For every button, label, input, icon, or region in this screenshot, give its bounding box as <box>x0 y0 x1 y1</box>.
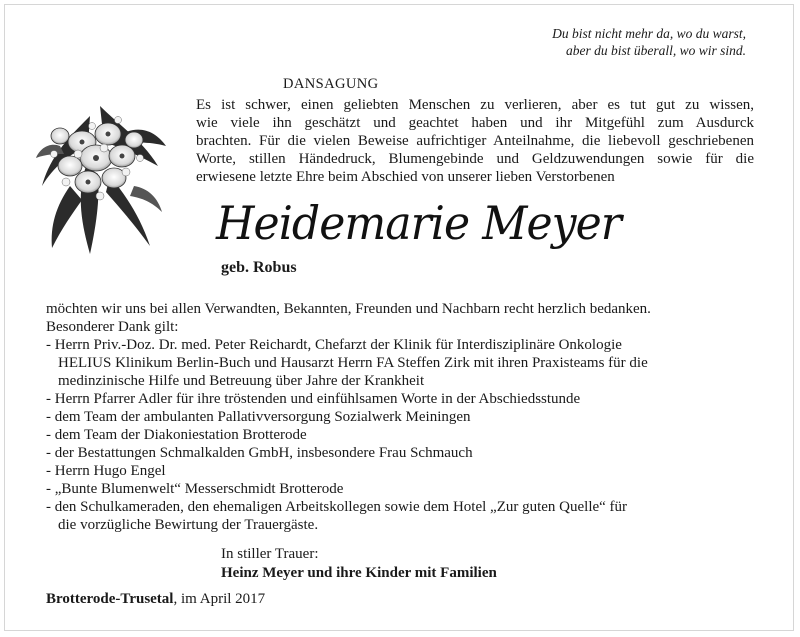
thanks-line: möchten wir uns bei allen Verwandten, Bekannten, Freunden und Nachbarn recht herzlich bedanken. <box>46 301 651 317</box>
list-item <box>46 390 766 408</box>
intro-line: brachten. Für die vielen Beweise aufrichtiger Anteilnahme, die liebevoll geschriebenen <box>196 133 754 149</box>
place-date: , im April 2017 <box>173 591 266 607</box>
intro-line: erwiesene letzte Ehre beim Abschied von unserer lieben Verstorbenen <box>196 169 615 185</box>
list-item <box>46 336 766 390</box>
list-item-line: - Herrn Hugo Engel <box>46 463 166 479</box>
intro-line: Worte, stillen Händedruck, Blumengebinde und Geldzuwendungen sowie für die <box>196 151 754 167</box>
notice-heading: DANSAGUNG <box>283 76 379 92</box>
special-thanks-label: Besonderer Dank gilt: <box>46 319 179 335</box>
list-item <box>46 408 766 426</box>
deceased-name: Heidemarie Meyer <box>216 196 621 250</box>
thanks-body <box>46 300 766 534</box>
list-item <box>46 480 766 498</box>
motto-quote <box>426 25 746 59</box>
list-item-line: die vorzügliche Bewirtung der Trauergäste. <box>58 517 319 533</box>
place-date-line <box>46 591 265 608</box>
list-item <box>46 498 766 534</box>
place-town: Brotterode-Trusetal <box>46 591 174 607</box>
motto-line-1: Du bist nicht mehr da, wo du warst, <box>552 26 746 41</box>
list-item-line: - dem Team der ambulanten Pallativversorgung Sozialwerk Meiningen <box>46 409 471 425</box>
intro-line: Es ist schwer, einen geliebten Menschen zu verlieren, aber es tut gut zu wissen, <box>196 97 754 113</box>
list-item-line: - Herrn Pfarrer Adler für ihre tröstenden und einfühlsamen Worte in der Abschiedsstunde <box>46 391 581 407</box>
list-item <box>46 426 766 444</box>
intro-paragraph <box>196 96 754 186</box>
mourners-family: Heinz Meyer und ihre Kinder mit Familien <box>221 565 497 581</box>
list-item-line: - Herrn Priv.-Doz. Dr. med. Peter Reichardt, Chefarzt der Klinik für Interdisziplinäre Onkologie <box>46 337 622 353</box>
list-item-line: - dem Team der Diakoniestation Brotterode <box>46 427 307 443</box>
intro-line: wie viele ihn geschätzt und geachtet haben und ihr Mitgefühl zum Ausdurck <box>196 115 754 131</box>
mourners-label: In stiller Trauer: <box>221 546 319 562</box>
list-item-line: - „Bunte Blumenwelt“ Messerschmidt Brotterode <box>46 481 344 497</box>
motto-line-2: aber du bist überall, wo wir sind. <box>565 43 746 58</box>
list-item-line: medinzinische Hilfe und Betreuung über Jahre der Krankheit <box>58 373 425 389</box>
list-item-line: HELIUS Klinikum Berlin-Buch und Hausarzt Herrn FA Steffen Zirk mit ihren Praxisteams für die <box>58 355 648 371</box>
list-item <box>46 462 766 480</box>
list-item-line: - der Bestattungen Schmalkalden GmbH, insbesondere Frau Schmauch <box>46 445 473 461</box>
list-item-line: - den Schulkameraden, den ehemaligen Arbeitskollegen sowie dem Hotel „Zur guten Quelle“ für <box>46 499 628 515</box>
list-item <box>46 444 766 462</box>
mourners-block <box>221 545 497 583</box>
maiden-name: geb. Robus <box>221 259 297 276</box>
flower-bouquet-icon <box>30 96 170 256</box>
